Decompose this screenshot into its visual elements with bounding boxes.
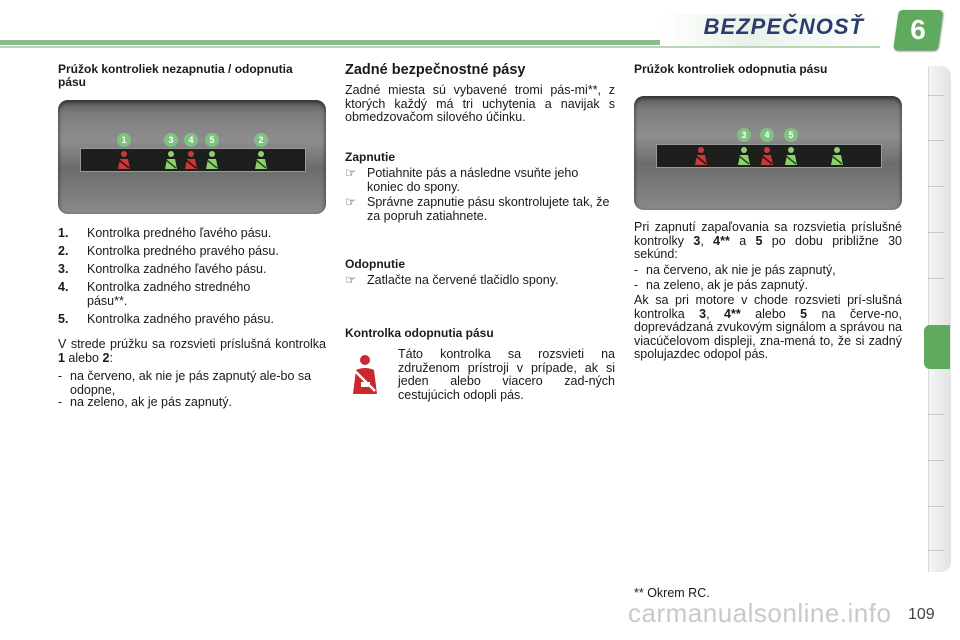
left-paragraph (58, 338, 326, 365)
page-title: BEZPEČNOSŤ (703, 14, 864, 39)
lamp-legend-list (58, 226, 328, 330)
front-warning-panel-image (58, 100, 326, 214)
lamp-number: 1 (117, 133, 131, 147)
text-run: 5 (755, 233, 763, 248)
list-item (58, 226, 328, 240)
list-item (58, 280, 328, 308)
lamp-number: 2 (254, 133, 268, 147)
bullet-item (345, 196, 615, 223)
dash-marker: - (634, 278, 639, 292)
subheading-kontrolka: Kontrolka odopnutia pásu (345, 326, 494, 340)
dash-text: na zeleno, ak je pás zapnutý. (70, 395, 232, 409)
bullet-text: Zatlačte na červené tlačidlo spony. (367, 273, 559, 287)
dash-item (634, 279, 902, 293)
text-run: 4** (724, 306, 741, 321)
list-item (58, 244, 328, 258)
lamp-number: 3 (164, 133, 178, 147)
seatbelt-icon-red (115, 150, 133, 170)
text-run: Ak sa pri motore v chode rozsvieti prí-slušná kontrolka (634, 293, 902, 321)
lamp-number: 3 (737, 128, 751, 142)
item-number: 1. (58, 226, 69, 240)
list-item (58, 262, 328, 276)
bullet-item (345, 274, 615, 288)
rail-tick (928, 186, 944, 187)
seatbelt-icon-green (162, 150, 180, 170)
item-number: 2. (58, 244, 69, 258)
text-run: 3 (693, 233, 701, 248)
text-run: 3 (699, 306, 707, 321)
text-run: , (706, 306, 725, 321)
dash-marker: - (58, 369, 63, 383)
intro-paragraph: Zadné miesta sú vybavené tromi pás-mi**, z ktorých každý má tri uchytenia a navijak s obmedzovačom silového účinku. (345, 83, 615, 124)
rail-tick (928, 95, 944, 96)
dash-item (58, 370, 326, 397)
dash-text: na červeno, ak nie je pás zapnutý, (646, 263, 836, 277)
text-run: po dobu približne 30 sekúnd: (634, 233, 903, 261)
chapter-badge (893, 10, 943, 50)
seatbelt-icon-green (203, 150, 221, 170)
dash-text: na zeleno, ak je pás zapnutý. (646, 278, 808, 292)
rail-tick (928, 140, 944, 141)
dash-marker: - (58, 395, 63, 409)
text-run: 4** (713, 233, 730, 248)
chapter-tab-active[interactable] (924, 325, 950, 369)
seatbelt-icon-green (782, 146, 800, 166)
rail-tick (928, 232, 944, 233)
text-run: na červe-no, doprevádzaná zvukovým signálom a správou na viacúčelovom displeji, zna-mená to, že si zadný spolujazdec odopol pás. (634, 306, 902, 361)
bullet-text: Správne zapnutie pásu skontrolujete tak, že za popruh zatiahnete. (367, 195, 610, 223)
rail-tick (928, 460, 944, 461)
lamp-number: 5 (784, 128, 798, 142)
seatbelt-icon-green (828, 146, 846, 166)
rail-tick (928, 278, 944, 279)
chapter-tab-rail (928, 66, 951, 572)
bullet-item (345, 167, 615, 194)
item-number: 4. (58, 280, 69, 294)
dash-item (634, 264, 902, 278)
text-run: , (700, 233, 714, 248)
text-run: alebo (740, 306, 801, 321)
chapter-number: 6 (910, 14, 926, 45)
text-run: 2 (102, 350, 110, 365)
header-rule-thin (0, 46, 880, 48)
item-text: Kontrolka zadného stredného pásu**. (87, 280, 251, 308)
text-run: alebo (64, 350, 103, 365)
footnote: ** Okrem RC. (634, 586, 710, 600)
watermark: carmanualsonline.info (628, 598, 892, 628)
kontrolka-paragraph: Táto kontrolka sa rozsvieti na združenom prístroji v prípade, ak si jeden alebo viacero zad-ných cestujúcich odopli pás. (398, 347, 615, 402)
rail-tick (928, 550, 944, 551)
item-number: 3. (58, 262, 69, 276)
text-run: 1 (58, 350, 65, 365)
item-text: Kontrolka predného pravého pásu. (87, 244, 279, 258)
text-run: 5 (800, 306, 808, 321)
seatbelt-icon-red (758, 146, 776, 166)
subheading-odopnutie: Odopnutie (345, 257, 405, 271)
seatbelt-icon-green (735, 146, 753, 166)
bullet-text: Potiahnite pás a následne vsuňte jeho koniec do spony. (367, 166, 579, 194)
rail-tick (928, 506, 944, 507)
right-paragraph-1 (634, 221, 902, 262)
rail-tick (928, 414, 944, 415)
item-text: Kontrolka zadného pravého pásu. (87, 312, 274, 326)
item-text: Kontrolka predného ľavého pásu. (87, 226, 272, 240)
hand-pointer-icon: ☞ (345, 166, 357, 180)
seatbelt-icon-red (182, 150, 200, 170)
page-number: 109 (908, 606, 935, 623)
seatbelt-warning-icon (345, 352, 385, 396)
dash-marker: - (634, 263, 639, 277)
left-heading: Prúžok kontroliek nezapnutia / odopnutia pásu (58, 62, 293, 89)
right-heading: Prúžok kontroliek odopnutia pásu (634, 62, 828, 76)
seatbelt-icon-green (252, 150, 270, 170)
item-number: 5. (58, 312, 69, 326)
rear-warning-panel-image (634, 96, 902, 210)
section-title: Zadné bezpečnostné pásy (345, 62, 526, 78)
lamp-number: 4 (760, 128, 774, 142)
list-item (58, 312, 328, 326)
lamp-number: 4 (184, 133, 198, 147)
hand-pointer-icon: ☞ (345, 195, 357, 209)
right-paragraph-2 (634, 294, 902, 362)
text-run: Pri zapnutí zapaľovania sa rozsvietia príslušné kontrolky (634, 220, 902, 248)
item-text: Kontrolka zadného ľavého pásu. (87, 262, 267, 276)
subheading-zapnutie: Zapnutie (345, 150, 395, 164)
dash-text: na červeno, ak nie je pás zapnutý ale-bo sa odopne, (70, 369, 312, 397)
hand-pointer-icon: ☞ (345, 273, 357, 287)
dash-item (58, 396, 326, 410)
seatbelt-icon-red (692, 146, 710, 166)
text-run: V strede prúžku sa rozsvieti príslušná kontrolka (58, 337, 326, 351)
lamp-number: 5 (205, 133, 219, 147)
text-run: a (729, 233, 756, 248)
text-run: : (109, 350, 113, 365)
